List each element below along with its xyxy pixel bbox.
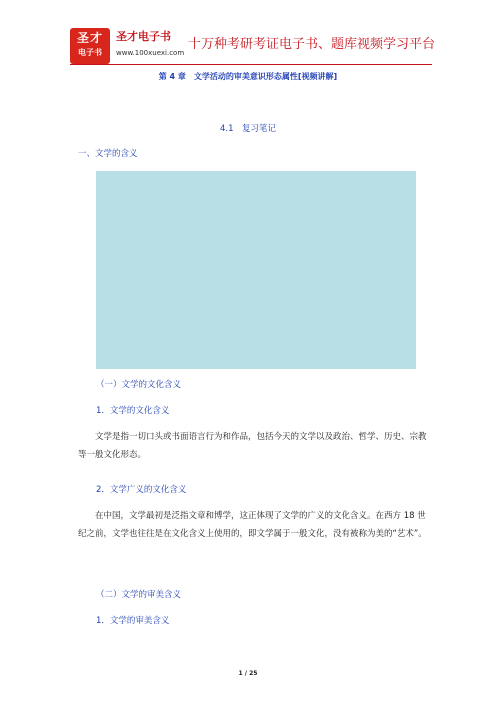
heading-literature-meaning: 一、文学的含义 [78, 149, 138, 159]
brand-text [116, 30, 184, 58]
diagram-image [96, 171, 416, 369]
subheading-aesthetic-meaning: 1．文学的审美含义 [96, 616, 170, 626]
chapter-title: 第 4 章 文学活动的审美意识形态属性[视频讲解] [158, 72, 338, 81]
subheading-broad-meaning: 2．文学广义的文化含义 [96, 485, 187, 495]
section-title: 4.1 复习笔记 [219, 124, 277, 134]
header-divider [70, 64, 432, 65]
header-slogan: 十万种考研考证电子书、题库视频学习平台 [188, 37, 436, 52]
brand-logo [70, 28, 110, 64]
page-header [70, 28, 436, 64]
brand-url: www.100xuexi.com [116, 49, 185, 57]
brand-name: 圣才电子书 [116, 30, 171, 43]
subheading-cultural-meaning: 1．文学的文化含义 [96, 406, 170, 416]
paragraph-cultural-meaning: 文学是指一切口头或书面语言行为和作品，包括今天的文学以及政治、哲学、历史、宗教等一般文化形态。 [78, 432, 427, 460]
paragraph-broad-meaning: 在中国，文学最初是泛指文章和博学，这正体现了文学的广义的文化含义。在西方 18 世纪之前，文学也往往是在文化含义上使用的，即文学属于一般文化，没有被称为美的“艺术”。 [78, 511, 427, 539]
page-number: 1 / 25 [238, 670, 258, 677]
heading-cultural-meaning: （一）文学的文化含义 [96, 380, 182, 390]
logo-top-text: 圣才 [76, 31, 103, 45]
heading-aesthetic-meaning: （二）文学的审美含义 [96, 590, 182, 600]
logo-bottom-text: 电子书 [78, 48, 102, 57]
